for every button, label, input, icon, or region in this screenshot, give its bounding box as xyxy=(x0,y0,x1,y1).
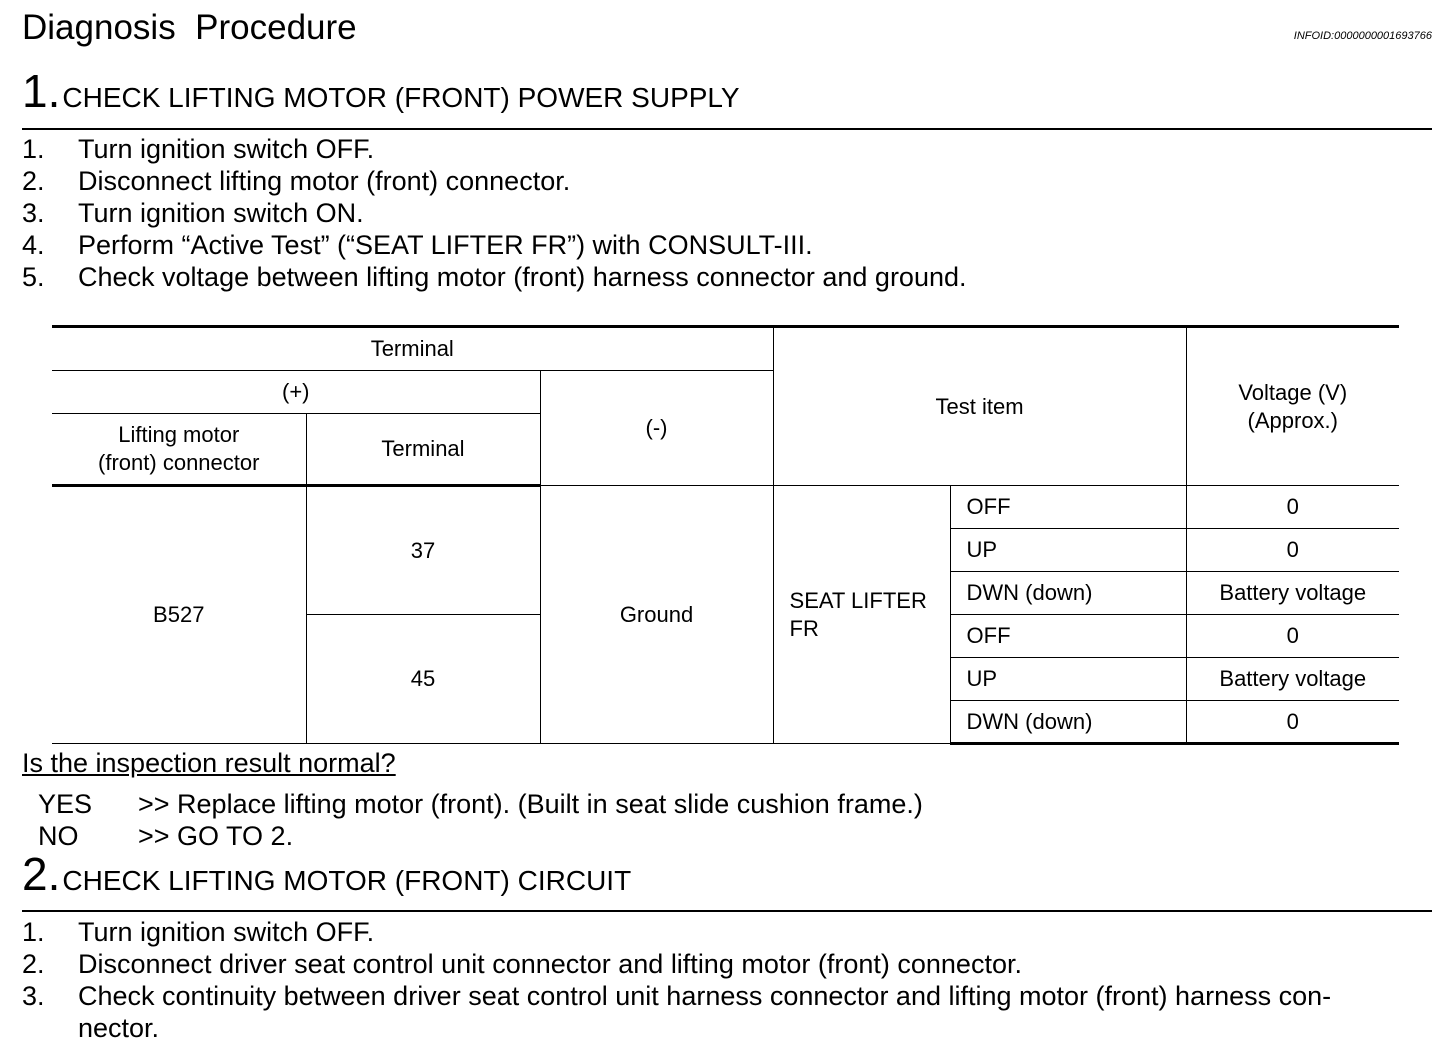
header-terminal-sub: Terminal xyxy=(306,414,540,486)
item-number: 4. xyxy=(22,230,45,260)
header-connector xyxy=(52,414,306,486)
step-1-heading xyxy=(22,65,740,117)
item-number: 3. xyxy=(22,981,45,1011)
item-text: Turn ignition switch OFF. xyxy=(78,134,375,164)
condition-cell: UP xyxy=(950,529,1186,572)
item-number: 2. xyxy=(22,166,45,196)
item-text: Turn ignition switch ON. xyxy=(78,198,364,228)
header-voltage-line2: (Approx.) xyxy=(1247,407,1338,433)
step-1-divider xyxy=(22,128,1432,130)
info-id: INFOID:0000000001693766 xyxy=(1293,30,1432,42)
item-number: 2. xyxy=(22,949,45,979)
step-2-title: CHECK LIFTING MOTOR (FRONT) CIRCUIT xyxy=(62,865,632,896)
header-voltage-line1: Voltage (V) xyxy=(1238,379,1348,405)
voltage-cell: 0 xyxy=(1186,701,1399,744)
answer-yes xyxy=(38,788,923,820)
header-terminal: Terminal xyxy=(52,327,773,371)
voltage-cell: 0 xyxy=(1186,486,1399,529)
test-name-line1: SEAT LIFTER xyxy=(789,587,927,613)
header-test-item: Test item xyxy=(773,327,1186,486)
condition-cell: DWN (down) xyxy=(950,572,1186,615)
item-number: 3. xyxy=(22,198,45,228)
list-item xyxy=(22,948,1434,980)
voltage-cell: Battery voltage xyxy=(1186,572,1399,615)
test-name-cell xyxy=(773,486,950,744)
item-text: Disconnect driver seat control unit connector and lifting motor (front) connector. xyxy=(78,949,1022,979)
answer-text: >> GO TO 2. xyxy=(138,821,294,851)
condition-cell: DWN (down) xyxy=(950,701,1186,744)
voltage-cell: 0 xyxy=(1186,529,1399,572)
list-item xyxy=(22,980,1434,1044)
list-item xyxy=(22,165,1434,197)
item-text: Check voltage between lifting motor (front) harness connector and ground. xyxy=(78,262,967,292)
answer-text: >> Replace lifting motor (front). (Built in seat slide cushion frame.) xyxy=(138,789,923,819)
page-title: Diagnosis Procedure xyxy=(22,8,357,47)
item-number: 5. xyxy=(22,262,45,292)
item-number: 1. xyxy=(22,917,45,947)
step-1-title: CHECK LIFTING MOTOR (FRONT) POWER SUPPLY xyxy=(62,82,740,113)
terminal-cell: 37 xyxy=(306,486,540,615)
condition-cell: OFF xyxy=(950,615,1186,658)
step-1-list xyxy=(22,133,1434,293)
item-number: 1. xyxy=(22,134,45,164)
terminal-cell: 45 xyxy=(306,615,540,744)
step-2-divider xyxy=(22,910,1432,912)
item-text: Turn ignition switch OFF. xyxy=(78,917,375,947)
voltage-spec-table xyxy=(52,325,1399,745)
header-connector-line2: (front) connector xyxy=(98,450,260,475)
step-1-number: 1. xyxy=(22,65,61,117)
list-item xyxy=(22,133,1434,165)
answer-key: YES xyxy=(38,789,93,819)
header-voltage xyxy=(1186,327,1399,486)
list-item xyxy=(22,261,1434,293)
header-connector-line1: Lifting motor xyxy=(118,422,240,447)
list-item xyxy=(22,197,1434,229)
inspection-question: Is the inspection result normal? xyxy=(22,748,396,778)
condition-cell: UP xyxy=(950,658,1186,701)
voltage-cell: 0 xyxy=(1186,615,1399,658)
test-name-line2: FR xyxy=(789,615,819,641)
item-text: Disconnect lifting motor (front) connector. xyxy=(78,166,571,196)
connector-cell: B527 xyxy=(52,486,306,744)
header-minus: (-) xyxy=(540,371,773,486)
step-2-heading xyxy=(22,848,632,900)
answer-list xyxy=(38,788,923,852)
ground-cell: Ground xyxy=(540,486,773,744)
list-item xyxy=(22,229,1434,261)
step-2-number: 2. xyxy=(22,848,61,900)
item-text: Perform “Active Test” (“SEAT LIFTER FR”) with CONSULT-III. xyxy=(78,230,813,260)
answer-key: NO xyxy=(38,821,79,851)
voltage-cell: Battery voltage xyxy=(1186,658,1399,701)
item-text: Check continuity between driver seat control unit harness connector and lifting motor (front) harness con- nector. xyxy=(78,981,1332,1043)
answer-no xyxy=(38,820,923,852)
step-2-list xyxy=(22,916,1434,1044)
condition-cell: OFF xyxy=(950,486,1186,529)
list-item xyxy=(22,916,1434,948)
header-plus: (+) xyxy=(52,371,540,414)
